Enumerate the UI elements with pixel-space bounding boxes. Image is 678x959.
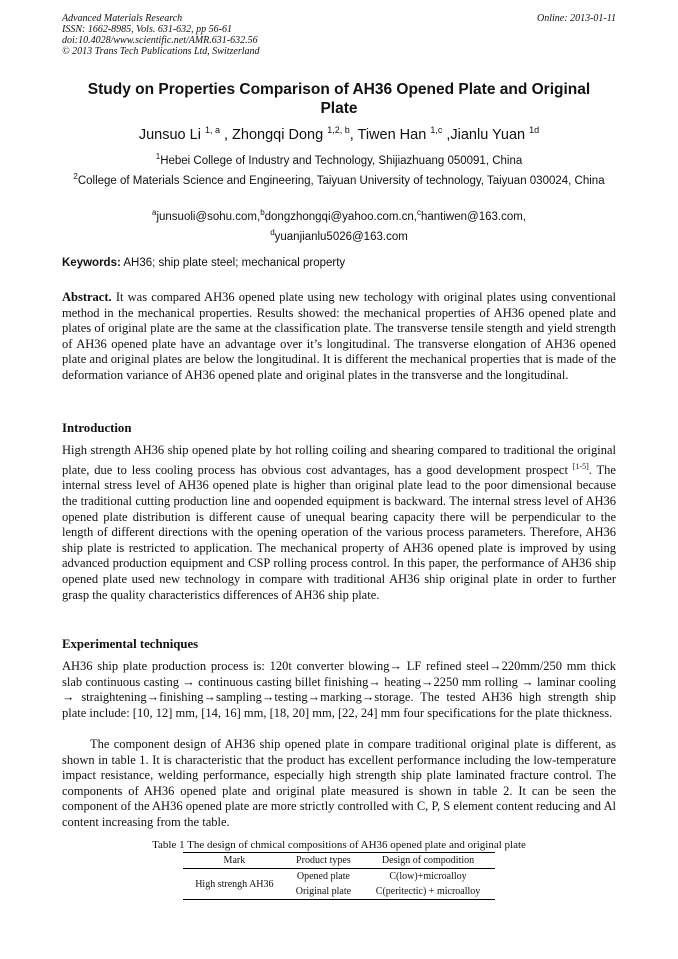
table-header-cell: Product types	[296, 855, 351, 866]
introduction-paragraph: High strength AH36 ship opened plate by hot rolling coiling and shearing compared to traditional the original plate, due to less cooling process has obvious cost advantages, has a good development prospect [1-5]. The internal stress level of AH36 opened plate is higher than original plate lead to the poor dimensional because the traditional cutting production line and oopended equipment is backward. The internal stress level of AH36 opened plate distribution is different cause of unequal bearing capacity there will be perpendicular to the length of different directions with the opening operation of the various process parameters. Therefore, AH36 ship plate is restricted to application. The mechanical property of AH36 opened plate is improved by using advanced production equipment and CSP rolling process control. In this paper, the performance of AH36 ship opened plate used new technology in compare with traditional AH36 ship original plate in order to further grasp the quality characteristics differences of AH36 ship plate.	[62, 443, 616, 602]
author-emails: $^a$junsuoli@sohu.com,$^b$dongzhongqi@yahoo.com.cn,$^c$hantiwen@163.com, $^d$yuanjianlu5026@163.com	[152, 208, 526, 243]
author-name: Junsuo Li	[138, 126, 205, 143]
section-heading-experimental: Experimental techniques	[62, 637, 199, 651]
author-sup: 1,c	[430, 125, 443, 135]
author-name: , Tiwen Han	[349, 126, 431, 143]
experimental-paragraph-2: The component design of AH36 ship opened plate in compare traditional original plate is different, as shown in table 1. It is characteristic that the product has excellent performance including the low-temperature impact resistance, welding performance, especially high strength ship plate laminated fracture control. The components of AH36 opened plate and original plate measured is shown in table 2. It can be seen the component of the AH36 opened plate are more strictly controlled with C, P, S element content reducing and Al content increasing from the table.	[62, 737, 616, 829]
author-list	[62, 121, 616, 144]
table-header-row	[183, 853, 495, 869]
author-sup: 1,2, b	[327, 125, 350, 135]
journal-header	[62, 13, 616, 57]
table-header-cell: Design of compodition	[381, 855, 475, 866]
issn-line: ISSN: 1662-8985, Vols. 631-632, pp 56-61	[62, 24, 232, 35]
paper-title: Study on Properties Comparison of AH36 Opened Plate and Original Plate	[87, 81, 591, 117]
copyright-line: © 2013 Trans Tech Publications Ltd, Switzerland	[62, 46, 260, 57]
online-date: Online: 2013-01-11	[537, 13, 616, 24]
abstract	[62, 290, 616, 384]
doi-line: doi:10.4028/www.scientific.net/AMR.631-632.56	[62, 35, 258, 46]
table-row	[183, 869, 495, 885]
email-link[interactable]: yuanjianlu5026@163.com	[274, 230, 408, 243]
table-cell-mark: High strengh AH36	[195, 878, 274, 890]
keywords	[62, 257, 345, 269]
author-name: , Zhongqi Dong	[219, 126, 328, 143]
email-link[interactable]: junsuoli@sohu.com,	[156, 210, 261, 223]
abstract-label: Abstract.	[62, 290, 112, 304]
citation-ref[interactable]: [1-5]	[572, 461, 589, 471]
section-heading-introduction: Introduction	[62, 421, 132, 435]
journal-name: Advanced Materials Research	[62, 13, 183, 24]
keywords-text: AH36; ship plate steel; mechanical property	[120, 257, 346, 269]
author-name: ,Jianlu Yuan	[442, 126, 530, 143]
abstract-text: It was compared AH36 opened plate using new techology with original plates using conventional method in the mechanical properties. Results showed: the mechanical properties of AH36 opened plate and plates of original plate are the same at the classification plate. The transverse tensile stength and yield strength of AH36 opened plate have an advantage over it’s longitudinal. The transverse elongation of AH36 opened plate and original plates are below the longitudinal. It is different the mechanical properties that is made of the deformation variance of AH36 opened plate and original plates in the transverse and the longitudinal.	[62, 290, 616, 382]
table-cell: Opened plate	[296, 871, 350, 882]
table-cell: C(low)+microalloy	[389, 871, 467, 882]
composition-table	[183, 852, 495, 900]
experimental-paragraph-1: AH36 ship plate production process is: 120t converter blowing→ LF refined steel→220mm/250 mm thick slab continuous casting → continuous casting billet finishing→ heating→2250 mm rolling → laminar cooling → straightening→finishing→sampling→testing→marking→storage. The tested AH36 high strength ship plate include: [10, 12] mm, [14, 16] mm, [18, 20] mm, [22, 24] mm four specifications for the plate thickness.	[62, 659, 616, 720]
table-cell: C(peritectic) + microalloy	[375, 886, 481, 897]
affiliation-1: $^1$Hebei College of Industry and Technology, Shijiazhuang 050091, China	[155, 152, 523, 167]
author-sup: 1d	[529, 125, 540, 135]
table-cell: Original plate	[295, 886, 352, 897]
email-link[interactable]: dongzhongqi@yahoo.com.cn,	[264, 210, 417, 223]
table-caption: Table 1 The design of chmical compositions of AH36 opened plate and original plate	[152, 839, 526, 851]
email-link[interactable]: hantiwen@163.com,	[420, 210, 526, 223]
keywords-label: Keywords:	[62, 257, 121, 269]
table-header-cell: Mark	[223, 855, 246, 866]
affiliation-2: $^2$College of Materials Science and Engineering, Taiyuan University of technology, Taiyuan 030024, China	[73, 172, 605, 187]
author-sup: 1, a	[204, 125, 220, 135]
